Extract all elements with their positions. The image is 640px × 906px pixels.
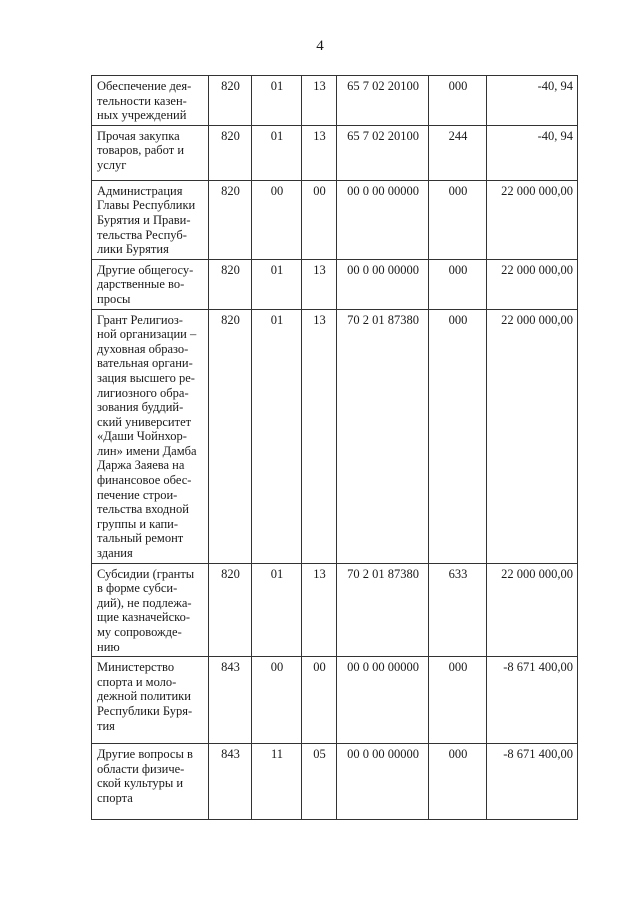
table-row [92,309,578,563]
grbs-code-cell: 820 [209,563,252,657]
expense-name-line: Администрация [97,183,183,198]
amount-cell: -40, 94 [487,76,578,126]
expense-name-line: Республики Буря- [97,703,193,718]
section-code-cell: 01 [252,259,302,309]
page-number: 4 [316,38,324,54]
expense-name-cell [92,744,209,820]
table-row [92,180,578,259]
target-article-cell: 65 7 02 20100 [337,76,429,126]
expense-type-cell: 000 [429,76,487,126]
grbs-code-cell: 843 [209,657,252,744]
expense-name-cell [92,125,209,180]
target-article-cell: 00 0 00 00000 [337,744,429,820]
table-row [92,76,578,126]
budget-table-body [92,76,578,820]
expense-name-cell [92,76,209,126]
section-code-cell: 01 [252,563,302,657]
subsection-code-cell: 13 [302,309,337,563]
expense-type-cell: 000 [429,259,487,309]
expense-name-line: Грант Религиоз- [97,312,183,327]
section-code-cell: 00 [252,657,302,744]
amount-cell: -8 671 400,00 [487,744,578,820]
subsection-code-cell: 13 [302,76,337,126]
amount-cell: 22 000 000,00 [487,180,578,259]
budget-table [91,75,578,820]
section-code-cell: 01 [252,76,302,126]
expense-name-line: спорта [97,790,133,805]
section-code-cell: 11 [252,744,302,820]
target-article-cell: 00 0 00 00000 [337,259,429,309]
expense-name-line: спорта и моло- [97,674,177,689]
expense-name-cell [92,657,209,744]
expense-name-line: тальный ремонт [97,531,184,546]
expense-name-line: в форме субси- [97,581,178,596]
expense-name-line: товаров, работ и [97,143,185,158]
expense-name-line: зования буддий- [97,400,184,415]
section-code-cell: 01 [252,309,302,563]
expense-name-line: ной организации – [97,327,197,342]
amount-cell: 22 000 000,00 [487,309,578,563]
amount-cell: 22 000 000,00 [487,563,578,657]
expense-name-line: щие казначейско- [97,610,191,625]
target-article-cell: 70 2 01 87380 [337,563,429,657]
expense-name-line: Другие общегосу- [97,262,194,277]
subsection-code-cell: 05 [302,744,337,820]
section-code-cell: 01 [252,125,302,180]
expense-name-line: группы и капи- [97,516,178,531]
table-row [92,563,578,657]
expense-name-cell [92,259,209,309]
expense-name-line: дий), не подлежа- [97,595,192,610]
amount-cell: 22 000 000,00 [487,259,578,309]
expense-name-line: тия [97,718,115,733]
expense-name-cell [92,309,209,563]
expense-name-line: ский университет [97,414,192,429]
table-row [92,657,578,744]
expense-name-line: ных учреждений [97,108,187,123]
table-row [92,125,578,180]
expense-type-cell: 000 [429,744,487,820]
expense-name-line: Прочая закупка [97,128,180,143]
subsection-code-cell: 13 [302,125,337,180]
expense-name-line: услуг [97,157,127,172]
expense-type-cell: 000 [429,309,487,563]
expense-type-cell: 633 [429,563,487,657]
grbs-code-cell: 820 [209,259,252,309]
expense-name-line: лики Бурятия [97,242,169,257]
expense-name-cell [92,180,209,259]
expense-name-line: финансовое обес- [97,473,192,488]
expense-type-cell: 000 [429,657,487,744]
expense-name-line: Министерство [97,660,175,675]
expense-name-line: Главы Республики [97,198,196,213]
expense-name-line: области физиче- [97,761,185,776]
expense-name-line: «Даши Чойнхор- [97,429,187,444]
expense-name-line: Бурятия и Прави- [97,212,191,227]
target-article-cell: 70 2 01 87380 [337,309,429,563]
expense-name-line: му сопровожде- [97,625,182,639]
expense-name-line: здания [97,546,133,561]
expense-name-line: тельства входной [97,502,189,517]
amount-cell: -8 671 400,00 [487,657,578,744]
expense-type-cell: 000 [429,180,487,259]
expense-name-line: лигиозного обра- [97,385,189,400]
grbs-code-cell: 820 [209,180,252,259]
grbs-code-cell: 820 [209,125,252,180]
expense-name-line: дарственные во- [97,277,185,292]
expense-name-line: Обеспечение дея- [97,79,192,93]
target-article-cell: 00 0 00 00000 [337,180,429,259]
expense-name-line: тельности казен- [97,93,187,108]
target-article-cell: 00 0 00 00000 [337,657,429,744]
expense-name-line: Даржа Заяева на [97,458,185,473]
expense-name-line: Другие вопросы в [97,747,193,762]
expense-name-line: тельства Респуб- [97,227,187,242]
expense-name-line: дежной политики [97,689,191,704]
amount-cell: -40, 94 [487,125,578,180]
grbs-code-cell: 820 [209,309,252,563]
expense-name-line: ской культуры и [97,776,184,791]
table-row [92,259,578,309]
section-code-cell: 00 [252,180,302,259]
target-article-cell: 65 7 02 20100 [337,125,429,180]
expense-name-line: нию [97,639,120,654]
expense-name-line: зация высшего ре- [97,370,195,385]
expense-name-line: лин» имени Дамба [97,443,197,458]
expense-type-cell: 244 [429,125,487,180]
expense-name-line: Субсидии (гранты [97,566,195,581]
grbs-code-cell: 843 [209,744,252,820]
subsection-code-cell: 13 [302,259,337,309]
expense-name-cell [92,563,209,657]
subsection-code-cell: 13 [302,563,337,657]
expense-name-line: духовная образо- [97,341,189,356]
grbs-code-cell: 820 [209,76,252,126]
expense-name-line: вательная органи- [97,356,193,371]
subsection-code-cell: 00 [302,657,337,744]
subsection-code-cell: 00 [302,180,337,259]
expense-name-line: печение строи- [97,487,178,502]
expense-name-line: просы [97,291,131,306]
table-row [92,744,578,820]
